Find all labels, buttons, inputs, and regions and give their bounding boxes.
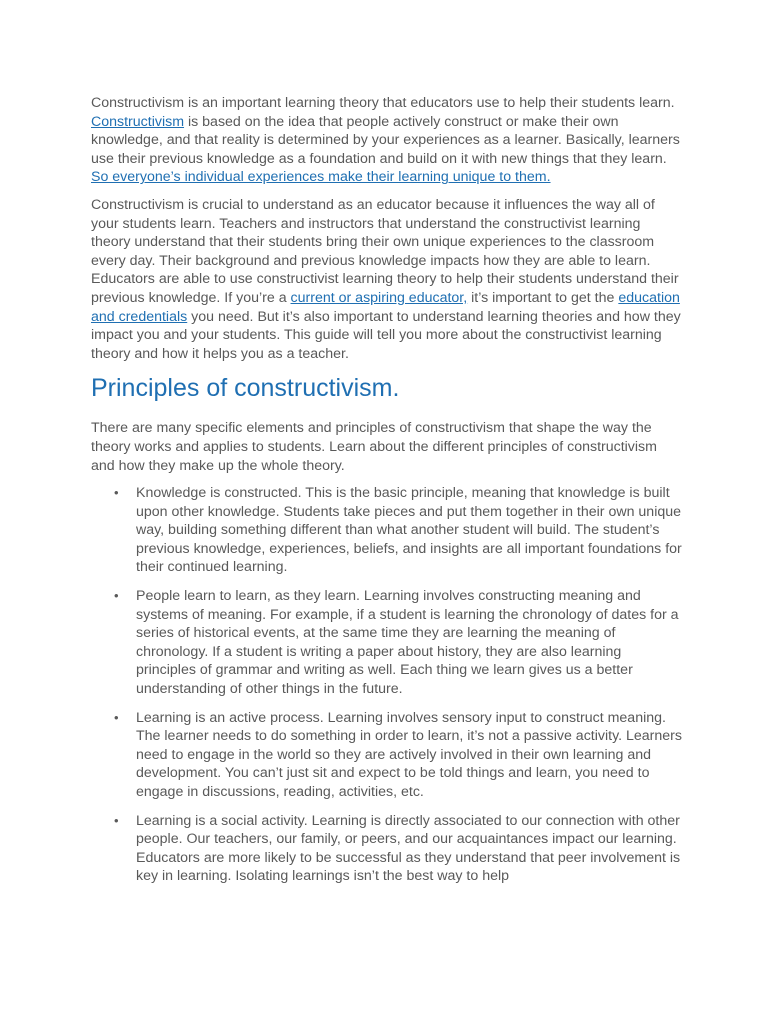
list-item-text: Learning is a social activity. Learning is directly associated to our connection with other people. Our teachers, our family, or peers, and our acquaintances impact our learning. Educators are more likely to be successful as they understand that peer involvement is key in learning. Isolating learnings isn’t the best way to help: [136, 812, 681, 885]
section-intro-paragraph: There are many specific elements and principles of constructivism that shape the way the theory works and applies to students. Learn about the different principles of constructivism and how they make up the whole theory.: [91, 420, 657, 474]
list-item: [114, 812, 683, 886]
bullet-icon: •: [114, 709, 119, 725]
education-credentials-link[interactable]: education and credentials: [91, 289, 680, 325]
intro-paragraph-1: [91, 94, 683, 187]
bullet-icon: •: [114, 812, 119, 828]
section-heading: Principles of constructivism.: [91, 374, 400, 403]
intro-p2-text-3: you need. But it’s also important to understand learning theories and how they impact you and your students. This guide will tell you more about the constructivist learning theory and how it helps you as a teacher.: [91, 308, 681, 362]
aspiring-educator-link[interactable]: current or aspiring educator,: [290, 289, 468, 306]
document-body: [91, 94, 683, 896]
intro-p2-text-1: Constructivism is crucial to understand as an educator because it influences the way all of your students learn. Teachers and instructors that understand the constructivist learning theory understand that their students bring their own unique experiences to the classroom every day. Their background and previous knowledge impacts how they are able to learn. Educators are able to use constructivist learning theory to help their students understand their previous knowledge. If you’re a: [91, 196, 679, 306]
intro-p1-text-2: is based on the idea that people actively construct or make their own knowledge, and that reality is determined by your experiences as a learner. Basically, learners use their previous knowledge as a foundation and build on it with new things that they learn.: [91, 113, 680, 167]
list-item-text: People learn to learn, as they learn. Learning involves constructing meaning and systems of meaning. For example, if a student is learning the chronology of dates for a series of historical events, at the same time they are learning the meaning of chronology. If a student is writing a paper about history, they are also learning principles of grammar and writing as well. Each thing we learn gives us a better understanding of other things in the future.: [136, 588, 679, 698]
list-item: [114, 709, 683, 802]
intro-p2-text-2: it’s important to get the: [467, 289, 619, 306]
list-item-text: Learning is an active process. Learning involves sensory input to construct meaning. The learner needs to do something in order to learn, it’s not a passive activity. Learners need to engage in the world so they are actively involved in their own learning and development. You can’t just sit and expect to be told things and learn, you need to engage in discussions, reading, activities, etc.: [136, 709, 682, 800]
constructivism-link[interactable]: Constructivism: [91, 113, 185, 130]
intro-paragraph-2: [91, 196, 683, 363]
list-item: [114, 484, 683, 577]
principles-list: [91, 484, 683, 886]
list-item-text: Knowledge is constructed. This is the basic principle, meaning that knowledge is built upon other knowledge. Students take pieces and put them together in their own unique way, building something different than what another student will build. The student’s previous knowledge, experiences, beliefs, and insights are all important foundations for their continued learning.: [136, 485, 682, 576]
bullet-icon: •: [114, 485, 119, 501]
list-item: [114, 587, 683, 699]
individual-experiences-link[interactable]: So everyone’s individual experiences make their learning unique to them.: [91, 169, 551, 186]
intro-p1-text-1: Constructivism is an important learning theory that educators use to help their students learn.: [91, 95, 675, 111]
bullet-icon: •: [114, 588, 119, 604]
